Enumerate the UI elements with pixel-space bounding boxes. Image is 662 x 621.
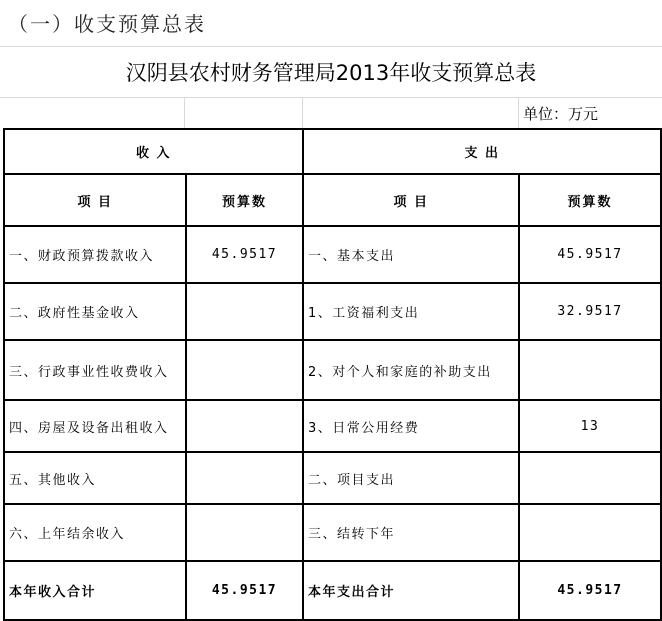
income-value-cell: 45.9517: [186, 226, 303, 283]
table-row: [4, 400, 661, 452]
table-row: [4, 504, 661, 561]
income-item-cell: 六、上年结余收入: [4, 504, 186, 561]
table-total-row: [4, 561, 661, 620]
sheet-gridline: [184, 97, 185, 128]
income-total-value: 45.9517: [186, 561, 303, 620]
section-heading: （一）收支预算总表: [8, 12, 206, 36]
expense-value-cell: [519, 452, 661, 504]
expense-item-cell: 2、对个人和家庭的补助支出: [303, 340, 519, 400]
income-item-cell: 四、房屋及设备出租收入: [4, 400, 186, 452]
column-header-row: [4, 174, 661, 226]
expense-value-cell: 45.9517: [519, 226, 661, 283]
expense-value-cell: 32.9517: [519, 283, 661, 340]
table-row: [4, 283, 661, 340]
expense-item-column-header: 项 目: [303, 174, 519, 226]
expense-value-cell: [519, 504, 661, 561]
income-item-column-header: 项 目: [4, 174, 186, 226]
expense-item-cell: 3、日常公用经费: [303, 400, 519, 452]
expense-item-cell: 1、工资福利支出: [303, 283, 519, 340]
table-row: [4, 452, 661, 504]
income-value-cell: [186, 283, 303, 340]
income-total-label: 本年收入合计: [4, 561, 186, 620]
income-item-cell: 五、其他收入: [4, 452, 186, 504]
table-row: [4, 340, 661, 400]
expense-budget-column-header: 预算数: [519, 174, 661, 226]
income-header: 收 入: [4, 129, 303, 174]
income-value-cell: [186, 340, 303, 400]
budget-summary-table: [3, 128, 662, 621]
sheet-gridline: [0, 97, 662, 98]
expense-item-cell: 二、项目支出: [303, 452, 519, 504]
income-budget-column-header: 预算数: [186, 174, 303, 226]
expense-value-cell: 13: [519, 400, 661, 452]
income-value-cell: [186, 400, 303, 452]
unit-label: 单位：万元: [523, 104, 599, 123]
income-value-cell: [186, 452, 303, 504]
expense-item-cell: 三、结转下年: [303, 504, 519, 561]
sheet-gridline: [0, 46, 662, 47]
expense-item-cell: 一、基本支出: [303, 226, 519, 283]
table-row: [4, 226, 661, 283]
expense-total-value: 45.9517: [519, 561, 661, 620]
expense-value-cell: [519, 340, 661, 400]
sheet-gridline: [302, 97, 303, 128]
document-title: 汉阴县农村财务管理局2013年收支预算总表: [125, 61, 537, 85]
income-item-cell: 三、行政事业性收费收入: [4, 340, 186, 400]
expense-header: 支 出: [303, 129, 661, 174]
expense-total-label: 本年支出合计: [303, 561, 519, 620]
income-item-cell: 二、政府性基金收入: [4, 283, 186, 340]
income-item-cell: 一、财政预算拨款收入: [4, 226, 186, 283]
table-header-row: [4, 129, 661, 174]
sheet-gridline: [518, 97, 519, 128]
income-value-cell: [186, 504, 303, 561]
